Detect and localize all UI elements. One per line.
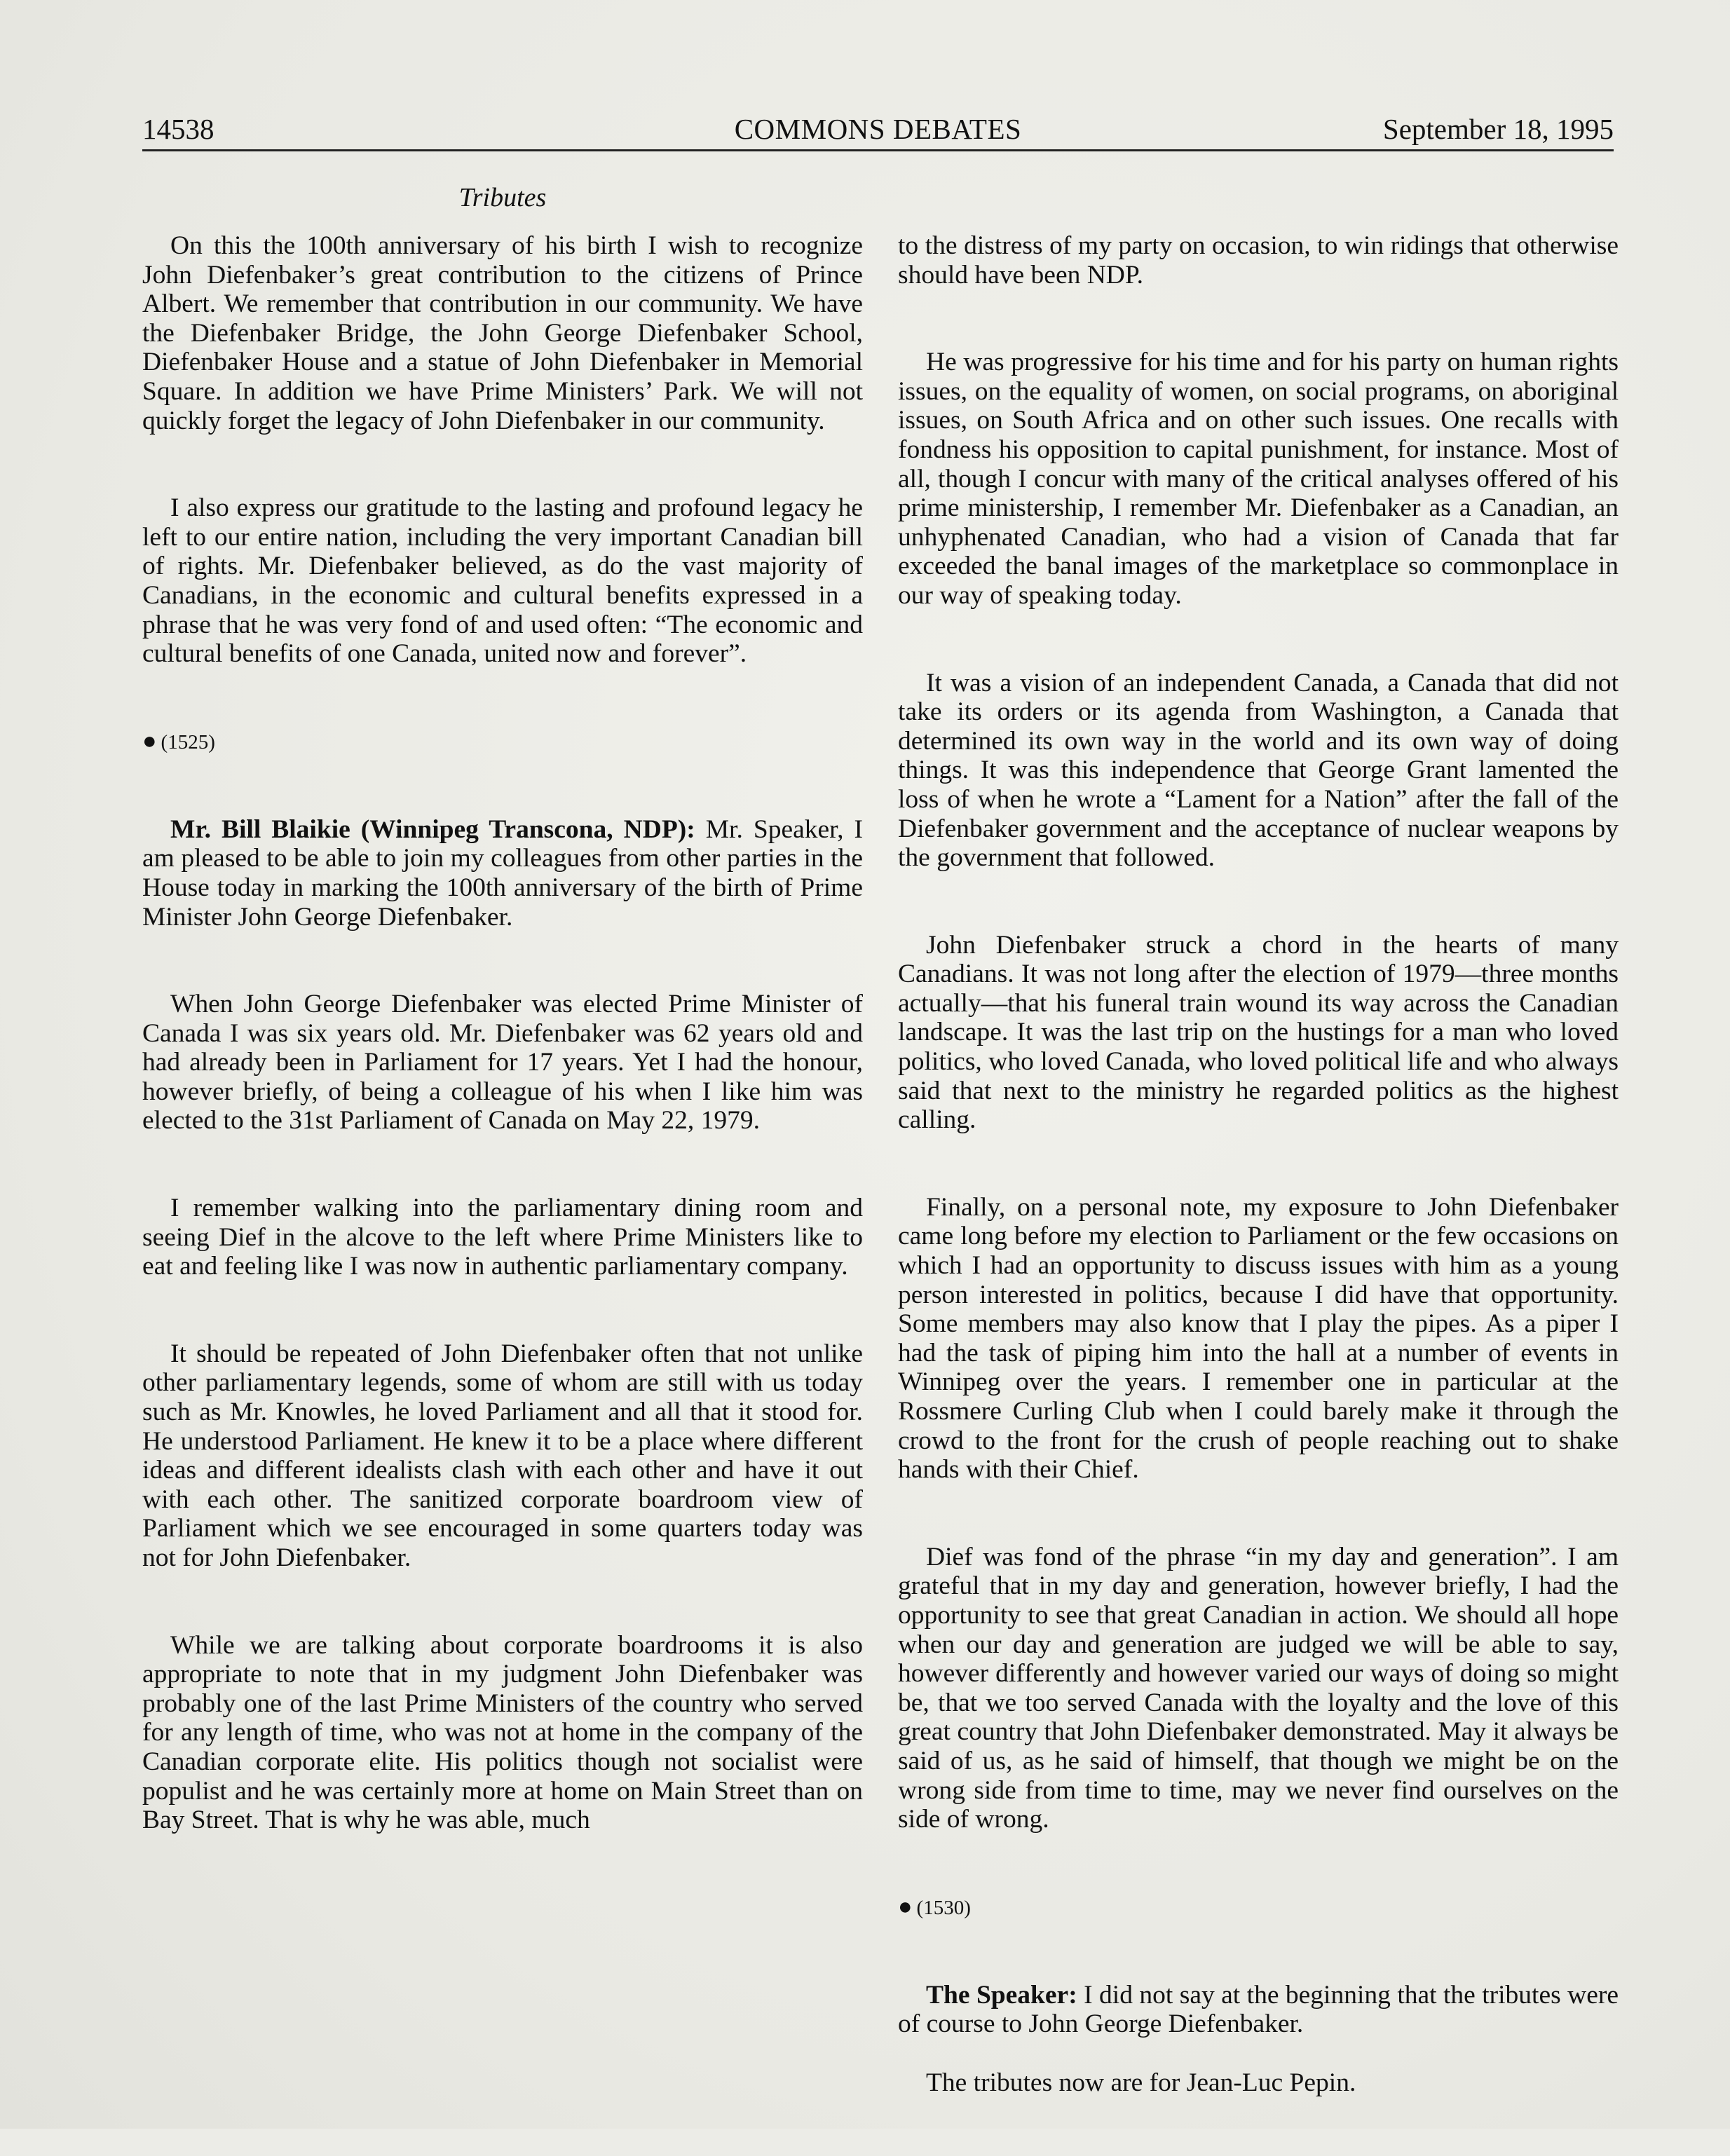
paragraph: He was progressive for his time and for his party on human rights issues, on the equality of women, on social programs, on aboriginal issues, on South Africa and on other such issues. One recalls with fondness his opposition to capital punishment, for instance. Most of all, though I concur with many of the critical analyses offered of his prime ministership, I remember Mr. Diefenbaker as a Canadian, an unhyphenated Canadian, who had a vision of Canada that far exceeded the banal images of the marketplace so commonplace in our way of speaking today. [898,348,1619,610]
paragraph: It should be repeated of John Diefenbaker often that not unlike other parliamentary legends, some of whom are still with us today such as Mr. Knowles, he loved Parliament and all that it stood for. He understood Parliament. He knew it to be a place where different ideas and different idealists clash with each other and have it out with each other. The sanitized corporate boardroom view of Parliament which we see encouraged in some quarters today was not for John Diefenbaker. [142,1339,863,1572]
publication-date: September 18, 1995 [1382,113,1614,145]
header-rule [142,149,1614,151]
time-marker [142,727,863,757]
paragraph: John Diefenbaker struck a chord in the hearts of many Canadians. It was not long after the election of 1979—three months actually—that his funeral train wound its way across the Canadian landscape. It was the last trip on the hustings for a man who loved politics, who loved Canada, who loved political life and who always said that next to the ministry he regarded politics as the highest calling. [898,930,1619,1135]
journal-title: COMMONS DEBATES [734,113,1022,145]
paragraph: It was a vision of an independent Canada, a Canada that did not take its orders or its agenda from Washington, a Canada that determined its own way in the world and its own way of doing things. It was this independence that George Grant lamented the loss of when he wrote a “Lament for a Nation” after the fall of the Diefenbaker government and the acceptance of nuclear weapons by the government that followed. [898,668,1619,873]
speaker-name: The Speaker: [926,1980,1077,2010]
speaker-name: Mr. Bill Blaikie (Winnipeg Transcona, NDP): [170,814,695,844]
paragraph: Finally, on a personal note, my exposure to John Diefenbaker came long before my election to Parliament or the few occasions on which I had an opportunity to discuss issues with him as a young person interested in politics, because I did have that opportunity. Some members may also know that I play the pipes. As a piper I had the task of piping him into the hall at a number of events in Winnipeg over the years. I remember one in particular at the Rossmere Curling Club when I could barely make it through the crowd to the front for the crush of people reaching out to shake hands with their Chief. [898,1192,1619,1485]
time-marker [898,1892,1619,1923]
bullet-icon: ● [142,728,157,754]
speech-text: I did not say at the beginning that the tributes were of course to John George Diefenbaker. [898,1980,1619,2039]
right-column [898,231,1619,2156]
time-marker-label: (1525) [161,730,215,753]
paragraph: The tributes now are for Jean-Luc Pepin. [926,2068,1356,2097]
paragraph: I remember walking into the parliamentary dining room and seeing Dief in the alcove to the left where Prime Ministers like to eat and feeling like I was now in authentic parliamentary company. [142,1194,863,1281]
speech-paragraph [898,1981,1619,2039]
page-header [142,107,1614,149]
bullet-icon: ● [898,1893,913,1920]
section-title: Tributes [458,183,547,212]
speech-paragraph [142,815,863,932]
page-number: 14538 [142,113,214,145]
paragraph: While we are talking about corporate boardrooms it is also appropriate to note that in my judgment John Diefenbaker was probably one of the last Prime Ministers of the country who served for any length of time, who was not at home in the company of the Canadian corporate elite. His politics though not socialist were populist and he was certainly more at home on Main Street than on Bay Street. That is why he was able, much [142,1630,863,1835]
speech-text: Mr. Speaker, I am pleased to be able to join my colleagues from other parties in the House today in marking the 100th anniversary of the birth of Prime Minister John George Diefenbaker. [142,814,863,932]
paragraph: When John George Diefenbaker was elected Prime Minister of Canada I was six years old. Mr. Diefenbaker was 62 years old and had already been in Parliament for 17 years. Yet I had the honour, however briefly, of being a colleague of his when I like him was elected to the 31st Parliament of Canada on May 22, 1979. [142,990,863,1135]
paragraph: I also express our gratitude to the lasting and profound legacy he left to our entire nation, including the very important Canadian bill of rights. Mr. Diefenbaker believed, as do the vast majority of Canadians, in the economic and cultural benefits expressed in a phrase that he was very fond of and used often: “The economic and cultural benefits of one Canada, united now and forever”. [142,493,863,669]
paragraph: to the distress of my party on occasion, to win ridings that otherwise should have been NDP. [898,231,1619,289]
left-column [142,231,863,1893]
time-marker-label: (1530) [916,1896,971,1919]
paragraph: Dief was fond of the phrase “in my day and generation”. I am grateful that in my day and generation, however briefly, I had the opportunity to see that great Canadian in action. We should all hope when our day and generation are judged we will be able to say, however differently and however varied our ways of doing so might be, that we too served Canada with the loyalty and the love of this great country that John Diefenbaker demonstrated. May it always be said of us, as he said of himself, that though we might be on the wrong side from time to time, may we never find ourselves on the side of wrong. [898,1542,1619,1834]
paragraph: On this the 100th anniversary of his birth I wish to recognize John Diefenbaker’s great contribution to the citizens of Prince Albert. We remember that contribution in our community. We have the Diefenbaker Bridge, the John George Diefenbaker School, Diefenbaker House and a statue of John Diefenbaker in Memorial Square. In addition we have Prime Ministers’ Park. We will not quickly forget the legacy of John Diefenbaker in our community. [142,231,863,435]
